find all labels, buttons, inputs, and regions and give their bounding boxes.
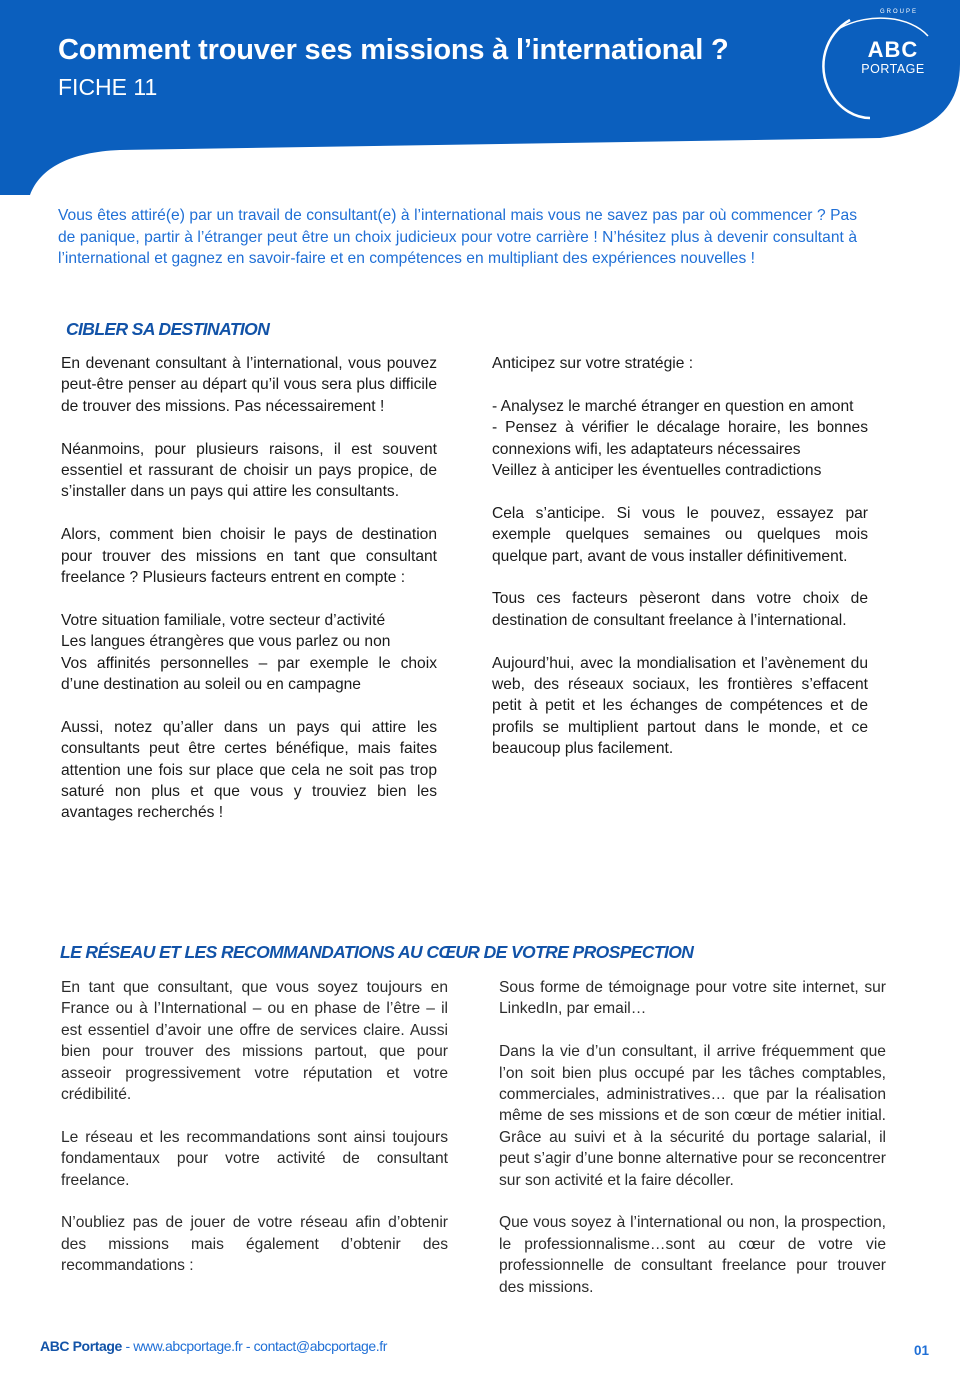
paragraph: En tant que consultant, que vous soyez toujours en France ou à l’International – ou en phase de l’être – il est essentiel d’avoir une offre de services claire. Aussi bien pour trouver des missions partout, que pour asseoir progressivement votre réputation et votre crédibilité. xyxy=(61,979,448,1104)
footer-brand: ABC Portage xyxy=(40,1338,122,1354)
paragraph: Néanmoins, pour plusieurs raisons, il est souvent essentiel et rassurant de choisir un pays propice, de s’installer dans un pays qui attire les consultants. xyxy=(61,440,437,501)
paragraph: Le réseau et les recommandations sont ainsi toujours fondamentaux pour votre activité de consultant freelance. xyxy=(61,1128,448,1189)
paragraph: Dans la vie d’un consultant, il arrive fréquemment que l’on soit bien plus occupé par les tâches comptables, commerciales, administratives… que par la réalisation même de ses missions et de son cœur de métier initial. Grâce au suivi et à la sécurité du portage salarial, il peut s’agir d’une bonne alternative pour se reconcentrer sur son activité et la faire décoller. xyxy=(499,1043,886,1189)
logo-main-text: ABC xyxy=(867,37,919,62)
section1-right-column xyxy=(492,353,868,760)
paragraph: Aussi, notez qu’aller dans un pays qui attire les consultants peut être certes bénéfique, mais faites attention une fois sur place que cela ne soit pas trop saturé non plus et que vous y trouviez bien les avantages recherchés ! xyxy=(61,718,437,822)
section1-left-column xyxy=(61,353,437,824)
logo-groupe-text: GROUPE xyxy=(880,9,919,15)
bullet-line: - Pensez à vérifier le décalage horaire, les bonnes connexions wifi, les adaptateurs nécessaires xyxy=(492,419,868,458)
logo-sub-text: PORTAGE xyxy=(861,62,925,76)
paragraph: Alors, comment bien choisir le pays de destination pour trouver des missions en tant que consultant freelance ? Plusieurs facteurs entrent en compte : xyxy=(61,526,437,587)
page-title: Comment trouver ses missions à l’international ? xyxy=(58,34,729,66)
intro-paragraph: Vous êtes attiré(e) par un travail de consultant(e) à l’international mais vous ne savez pas par où commencer ? Pas de panique, partir à l’étranger peut être un choix judicieux pour votre carrière ! N’hésitez plus à devenir consultant à l’international et gagnez en savoir-faire et en compétences en multipliant des expériences nouvelles ! xyxy=(58,207,857,268)
logo-wordmark xyxy=(858,38,928,76)
footer-links[interactable]: - www.abcportage.fr - contact@abcportage.fr xyxy=(121,1338,388,1354)
bullet-line: - Analysez le marché étranger en question en amont xyxy=(492,397,854,415)
paragraph: Anticipez sur votre stratégie : xyxy=(492,355,694,372)
section2-left-column xyxy=(61,977,448,1277)
paragraph: N’oubliez pas de jouer de votre réseau afin d’obtenir des missions mais également d’obtenir des recommandations : xyxy=(61,1214,448,1275)
page-number: 01 xyxy=(914,1343,930,1358)
footer-contact xyxy=(40,1338,387,1354)
bullet-line: Veillez à anticiper les éventuelles contradictions xyxy=(492,462,822,480)
paragraph: Que vous soyez à l’international ou non, la prospection, le professionnalisme…sont au cœur de votre vie professionnelle de consultant freelance pour trouver des missions. xyxy=(499,1214,886,1296)
paragraph: Tous ces facteurs pèseront dans votre choix de destination de consultant freelance à l’international. xyxy=(492,590,868,629)
section-title-reseau: LE RÉSEAU ET LES RECOMMANDATIONS AU CŒUR DE VOTRE PROSPECTION xyxy=(60,942,694,962)
factor-line: Votre situation familiale, votre secteur d’activité xyxy=(61,611,386,629)
factor-line: Vos affinités personnelles – par exemple le choix d’une destination au soleil ou en campagne xyxy=(61,654,437,694)
page-subtitle: FICHE 11 xyxy=(58,74,158,100)
section-title-destination: CIBLER SA DESTINATION xyxy=(66,319,270,339)
paragraph: Aujourd’hui, avec la mondialisation et l’avènement du web, des réseaux sociaux, les frontières s’effacent petit à petit et les échanges de compétences et de profils se multiplient partout dans le monde, et ce beaucoup plus facilement. xyxy=(492,654,868,758)
section2-right-column xyxy=(499,977,886,1298)
paragraph: En devenant consultant à l’international, vous pouvez peut-être penser au départ qu’il vous sera plus difficile de trouver des missions. Pas nécessairement ! xyxy=(61,355,437,415)
paragraph: Sous forme de témoignage pour votre site internet, sur LinkedIn, par email… xyxy=(499,979,886,1018)
paragraph: Cela s’anticipe. Si vous le pouvez, essayez par exemple quelques semaines ou quelques mois quelque part, avant de vous installer définitivement. xyxy=(492,504,868,565)
factor-line: Les langues étrangères que vous parlez ou non xyxy=(61,633,391,651)
